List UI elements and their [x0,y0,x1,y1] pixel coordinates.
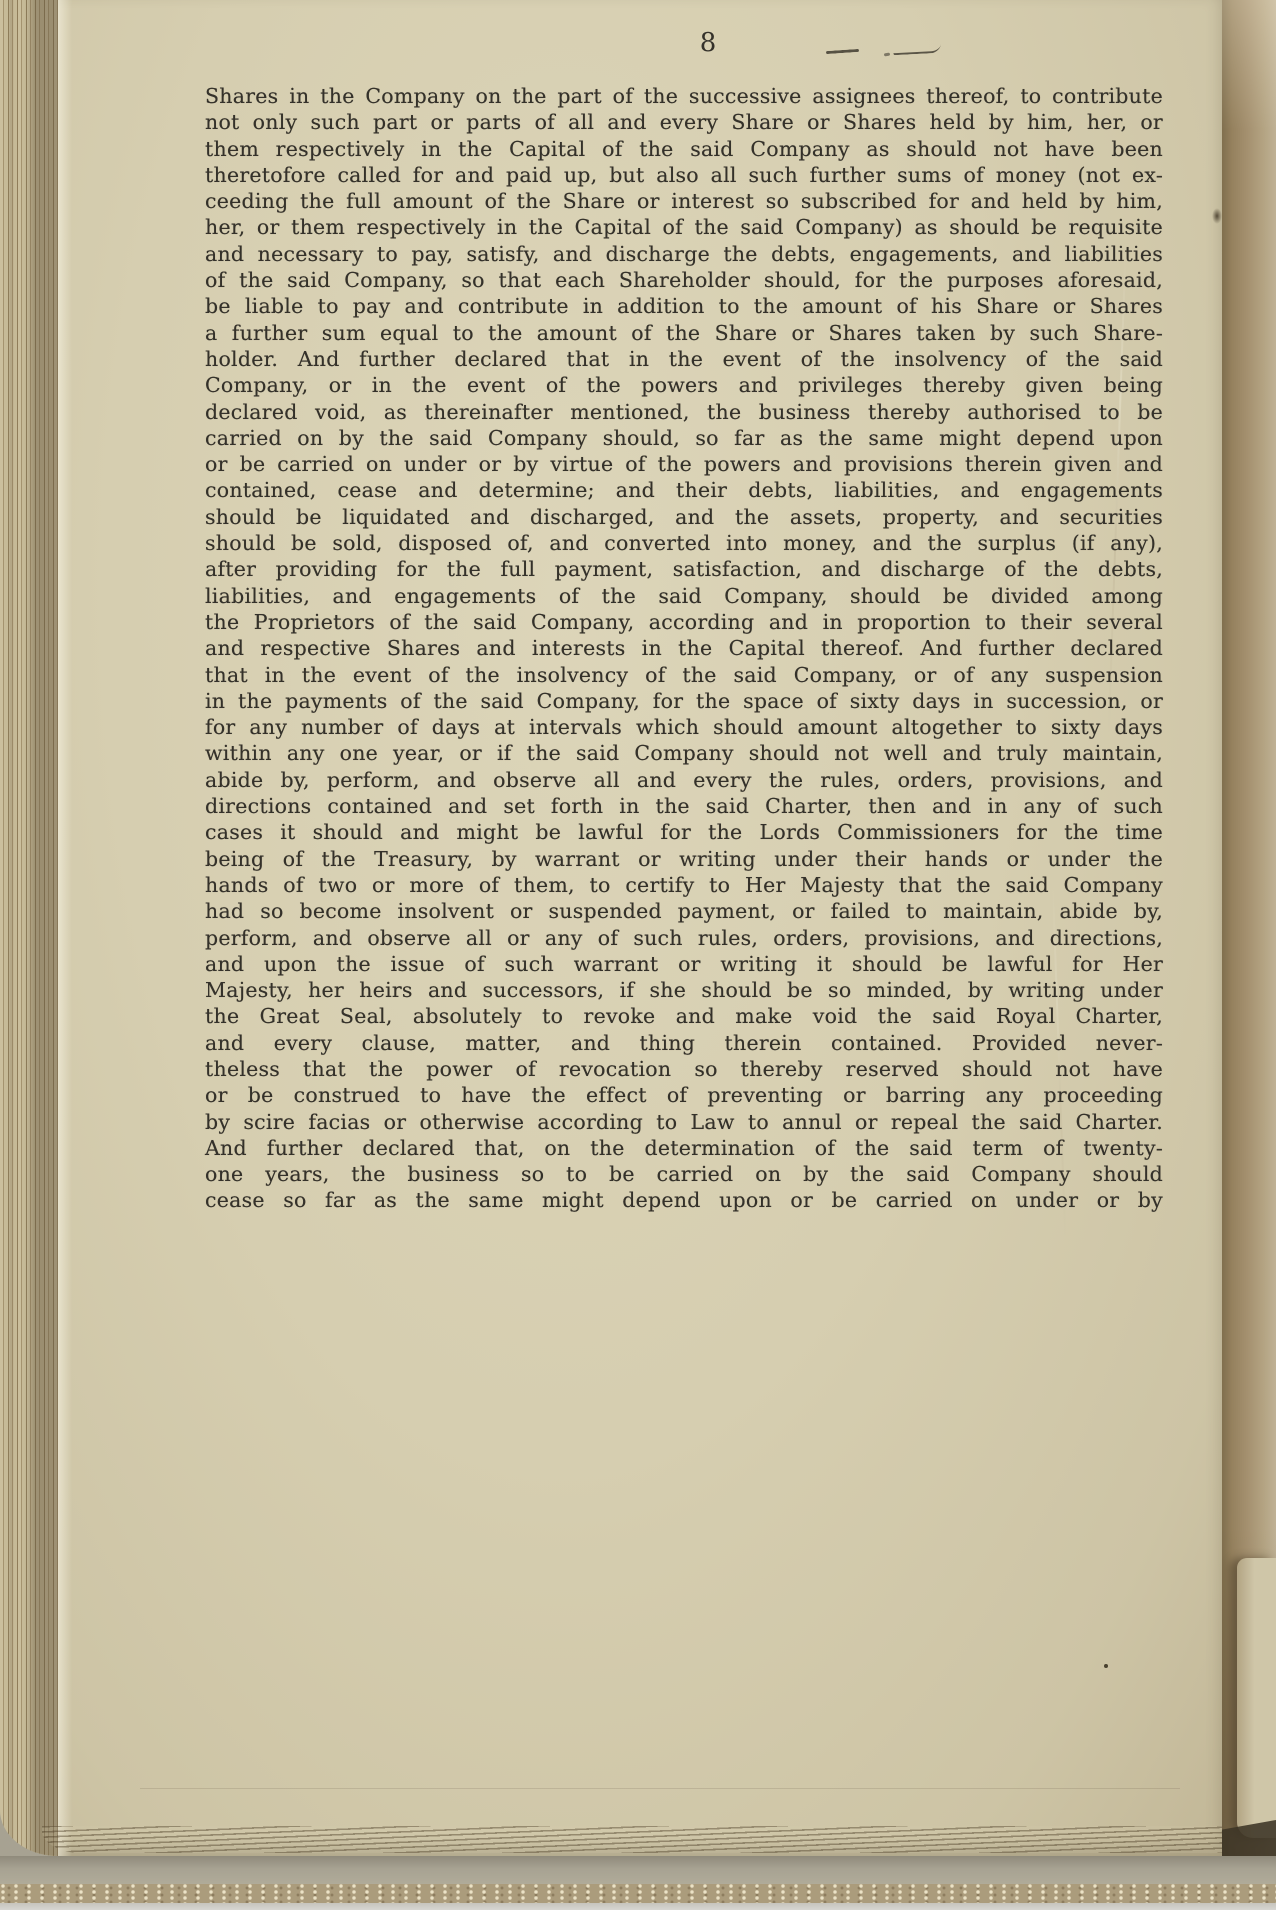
pencil-dash-icon [826,49,859,54]
text-line: and upon the issue of such warrant or writing it should be lawful for Her [205,951,1163,976]
text-line: ceeding the full amount of the Share or interest so subscribed for and held by him, [205,189,1163,214]
page-left-highlight [58,0,72,1856]
text-line: a further sum equal to the amount of the Share or Shares taken by such Share- [205,320,1163,345]
text-line: one years, the business so to be carried on by the said Company should [205,1162,1163,1187]
text-line: for any number of days at intervals which should amount altogether to sixty days [205,715,1163,740]
text-line: had so become insolvent or suspended payment, or failed to maintain, abide by, [205,899,1163,924]
text-line: being of the Treasury, by warrant or writing under their hands or under the [205,846,1163,871]
text-line: perform, and observe all or any of such rules, orders, provisions, and directions, [205,925,1163,950]
text-line: hands of two or more of them, to certify to Her Majesty that the said Company [205,872,1163,897]
text-line: directions contained and set forth in the said Charter, then and in any of such [205,794,1163,819]
text-line: holder. And further declared that in the event of the insolvency of the said [205,346,1163,371]
scan-bottom-edge [0,1903,1276,1910]
text-line: liabilities, and engagements of the said Company, should be divided among [205,583,1163,608]
text-line: be liable to pay and contribute in addition to the amount of his Share or Shares [205,294,1163,319]
pencil-dot-icon [884,53,890,57]
body-text [205,83,1163,1214]
text-line: and respective Shares and interests in the Capital thereof. And further declared [205,636,1163,661]
text-line: and necessary to pay, satisfy, and discharge the debts, engagements, and liabilities [205,241,1163,266]
text-line: declared void, as thereinafter mentioned, the business thereby authorised to be [205,399,1163,424]
text-line: by scire facias or otherwise according to Law to annul or repeal the said Charter. [205,1109,1163,1134]
text-line: should be liquidated and discharged, and the assets, property, and securities [205,504,1163,529]
text-line: abide by, perform, and observe all and every the rules, orders, provisions, and [205,767,1163,792]
text-line: that in the event of the insolvency of the said Company, or of any suspension [205,662,1163,687]
text-line: the Great Seal, absolutely to revoke and make void the said Royal Charter, [205,1004,1163,1029]
text-line: cease so far as the same might depend upon or be carried on under or by [205,1188,1163,1213]
text-line: carried on by the said Company should, so far as the same might depend upon [205,425,1163,450]
text-line: them respectively in the Capital of the said Company as should not have been [205,136,1163,161]
page-number: 8 [699,28,717,58]
text-line: Company, or in the event of the powers and privileges thereby given being [205,373,1163,398]
book-cover-edge [0,1884,1276,1903]
text-line: Shares in the Company on the part of the successive assignees thereof, to contribute [205,84,1163,108]
left-page-edges [0,0,58,1856]
paper-shadow-line [140,1788,1180,1789]
text-line: theless that the power of revocation so thereby reserved should not have [205,1056,1163,1081]
text-line: cases it should and might be lawful for the Lords Commissioners for the time [205,820,1163,845]
pencil-long-dash-icon [893,45,941,56]
bottom-page-edges [42,1826,1222,1853]
text-line: And further declared that, on the determination of the said term of twenty- [205,1135,1163,1160]
page-edge-nick [1212,208,1222,224]
text-line: or be construed to have the effect of preventing or barring any proceeding [205,1083,1163,1108]
text-line: and every clause, matter, and thing therein contained. Provided never- [205,1030,1163,1055]
text-line: in the payments of the said Company, for the space of sixty days in succession, or [205,688,1163,713]
text-line: Majesty, her heirs and successors, if she should be so minded, by writing under [205,978,1163,1003]
text-line: of the said Company, so that each Shareholder should, for the purposes aforesaid, [205,268,1163,293]
text-line: should be sold, disposed of, and converted into money, and the surplus (if any), [205,531,1163,556]
text-line: not only such part or parts of all and every Share or Shares held by him, her, or [205,110,1163,135]
text-line: her, or them respectively in the Capital of the said Company) as should be requisite [205,215,1163,240]
paper-speck [1104,1664,1108,1668]
text-line: after providing for the full payment, satisfaction, and discharge of the debts, [205,557,1163,582]
text-line: within any one year, or if the said Company should not well and truly maintain, [205,741,1163,766]
text-line: theretofore called for and paid up, but also all such further sums of money (not ex- [205,162,1163,187]
underlying-page-edge [1237,1558,1276,1838]
text-line: contained, cease and determine; and their debts, liabilities, and engagements [205,478,1163,503]
text-line: the Proprietors of the said Company, according and in proportion to their several [205,609,1163,634]
scanner-bed-strip [0,1856,1276,1884]
text-line: or be carried on under or by virtue of the powers and provisions therein given and [205,452,1163,477]
